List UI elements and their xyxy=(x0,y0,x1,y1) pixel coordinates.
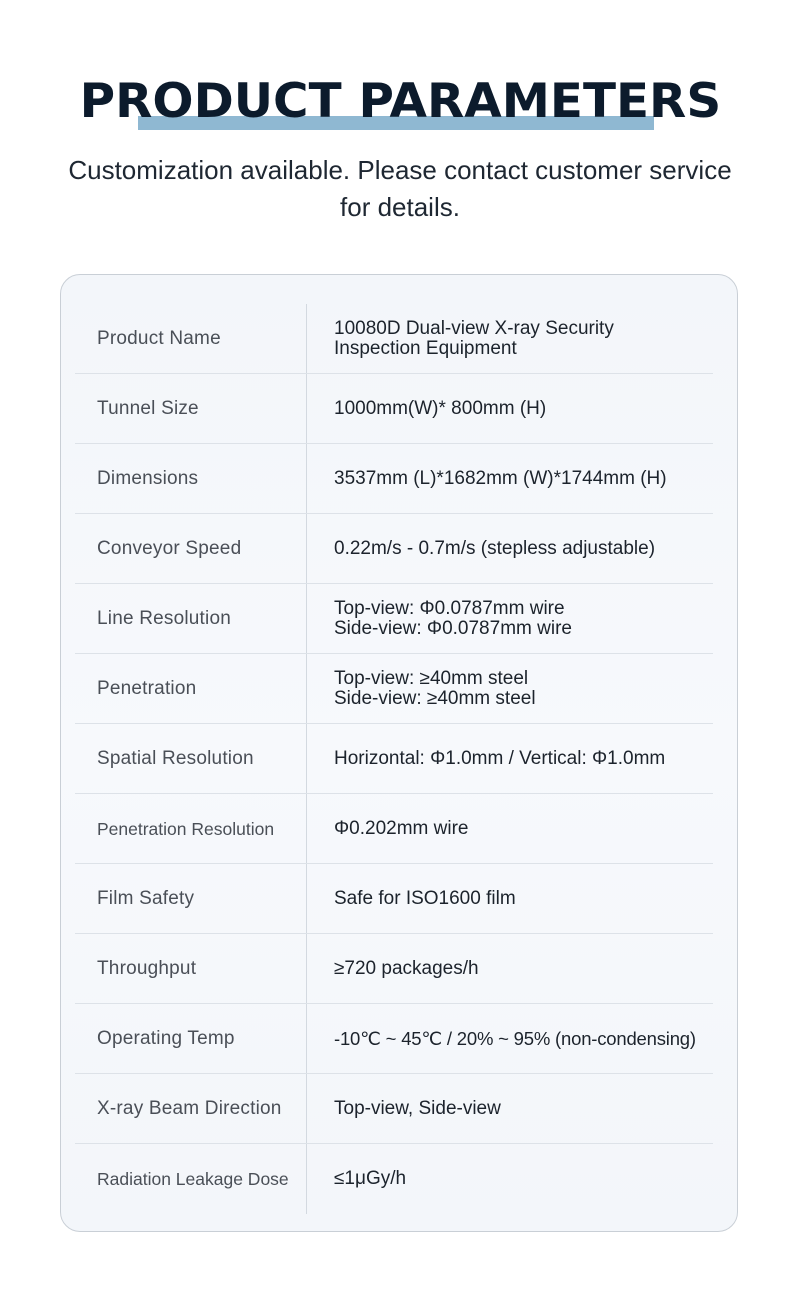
parameter-value xyxy=(334,1004,719,1074)
parameter-value-line: Inspection Equipment xyxy=(334,338,517,359)
parameters-card xyxy=(60,274,738,1232)
table-row xyxy=(75,444,713,514)
column-divider xyxy=(306,1004,307,1073)
parameter-value-line: ≤1μGy/h xyxy=(334,1168,407,1189)
page-subtitle: Customization available. Please contact customer service for details. xyxy=(68,155,732,222)
parameter-value-line: -10℃ ~ 45℃ / 20% ~ 95% (non-condensing) xyxy=(334,1028,696,1049)
column-divider xyxy=(306,514,307,583)
table-row xyxy=(75,794,713,864)
column-divider xyxy=(306,1144,307,1214)
parameter-value-line: Φ0.202mm wire xyxy=(334,818,469,839)
parameters-table xyxy=(75,304,713,1214)
parameter-value-line: Safe for ISO1600 film xyxy=(334,888,516,909)
parameter-value xyxy=(334,794,719,864)
page-title: PRODUCT PARAMETERS xyxy=(79,74,721,129)
parameter-label: Operating Temp xyxy=(97,1028,235,1049)
parameter-label: Radiation Leakage Dose xyxy=(97,1168,289,1189)
parameter-label: Throughput xyxy=(97,958,197,979)
parameter-label: Film Safety xyxy=(97,888,195,909)
column-divider xyxy=(306,794,307,863)
column-divider xyxy=(306,444,307,513)
table-row xyxy=(75,934,713,1004)
parameter-value xyxy=(334,864,719,934)
parameter-label: Penetration Resolution xyxy=(97,818,275,839)
table-row xyxy=(75,724,713,794)
parameter-value-line: Horizontal: Φ1.0mm / Vertical: Φ1.0mm xyxy=(334,748,666,769)
parameter-value xyxy=(334,374,719,444)
parameter-value-line: 1000mm(W)* 800mm (H) xyxy=(334,398,547,419)
table-row xyxy=(75,654,713,724)
parameter-value xyxy=(334,724,719,794)
parameter-label: Penetration xyxy=(97,678,197,699)
table-row xyxy=(75,1144,713,1214)
table-row xyxy=(75,1004,713,1074)
parameter-value-line: Top-view: Φ0.0787mm wire xyxy=(334,598,565,619)
parameter-label: Dimensions xyxy=(97,468,199,489)
table-row xyxy=(75,374,713,444)
column-divider xyxy=(306,1074,307,1143)
parameter-label: Line Resolution xyxy=(97,608,231,629)
parameter-value-line: Top-view, Side-view xyxy=(334,1098,501,1119)
parameter-value xyxy=(334,514,719,584)
parameter-value xyxy=(334,444,719,514)
parameter-value-line: 3537mm (L)*1682mm (W)*1744mm (H) xyxy=(334,468,667,489)
table-row xyxy=(75,304,713,374)
parameter-value-line: Side-view: Φ0.0787mm wire xyxy=(334,618,572,639)
parameter-value xyxy=(334,654,719,724)
column-divider xyxy=(306,374,307,443)
table-row xyxy=(75,1074,713,1144)
title-block xyxy=(0,72,800,136)
parameter-value xyxy=(334,934,719,1004)
table-row xyxy=(75,514,713,584)
parameter-value xyxy=(334,1144,719,1214)
parameter-value-line: ≥720 packages/h xyxy=(334,958,479,979)
parameter-value-line: Top-view: ≥40mm steel xyxy=(334,668,529,689)
parameter-value xyxy=(334,584,719,654)
parameter-label: X-ray Beam Direction xyxy=(97,1098,282,1119)
parameter-value-line: 10080D Dual-view X-ray Security xyxy=(334,318,614,339)
table-row xyxy=(75,584,713,654)
parameter-value-line: Side-view: ≥40mm steel xyxy=(334,688,536,709)
column-divider xyxy=(306,724,307,793)
column-divider xyxy=(306,654,307,723)
parameter-label: Tunnel Size xyxy=(97,398,199,419)
column-divider xyxy=(306,584,307,653)
parameter-value xyxy=(334,1074,719,1144)
parameter-label: Conveyor Speed xyxy=(97,538,242,559)
column-divider xyxy=(306,304,307,373)
column-divider xyxy=(306,934,307,1003)
parameter-label: Spatial Resolution xyxy=(97,748,254,769)
parameter-label: Product Name xyxy=(97,328,221,349)
table-row xyxy=(75,864,713,934)
parameter-value-line: 0.22m/s - 0.7m/s (stepless adjustable) xyxy=(334,538,656,559)
parameter-value xyxy=(334,304,719,374)
column-divider xyxy=(306,864,307,933)
